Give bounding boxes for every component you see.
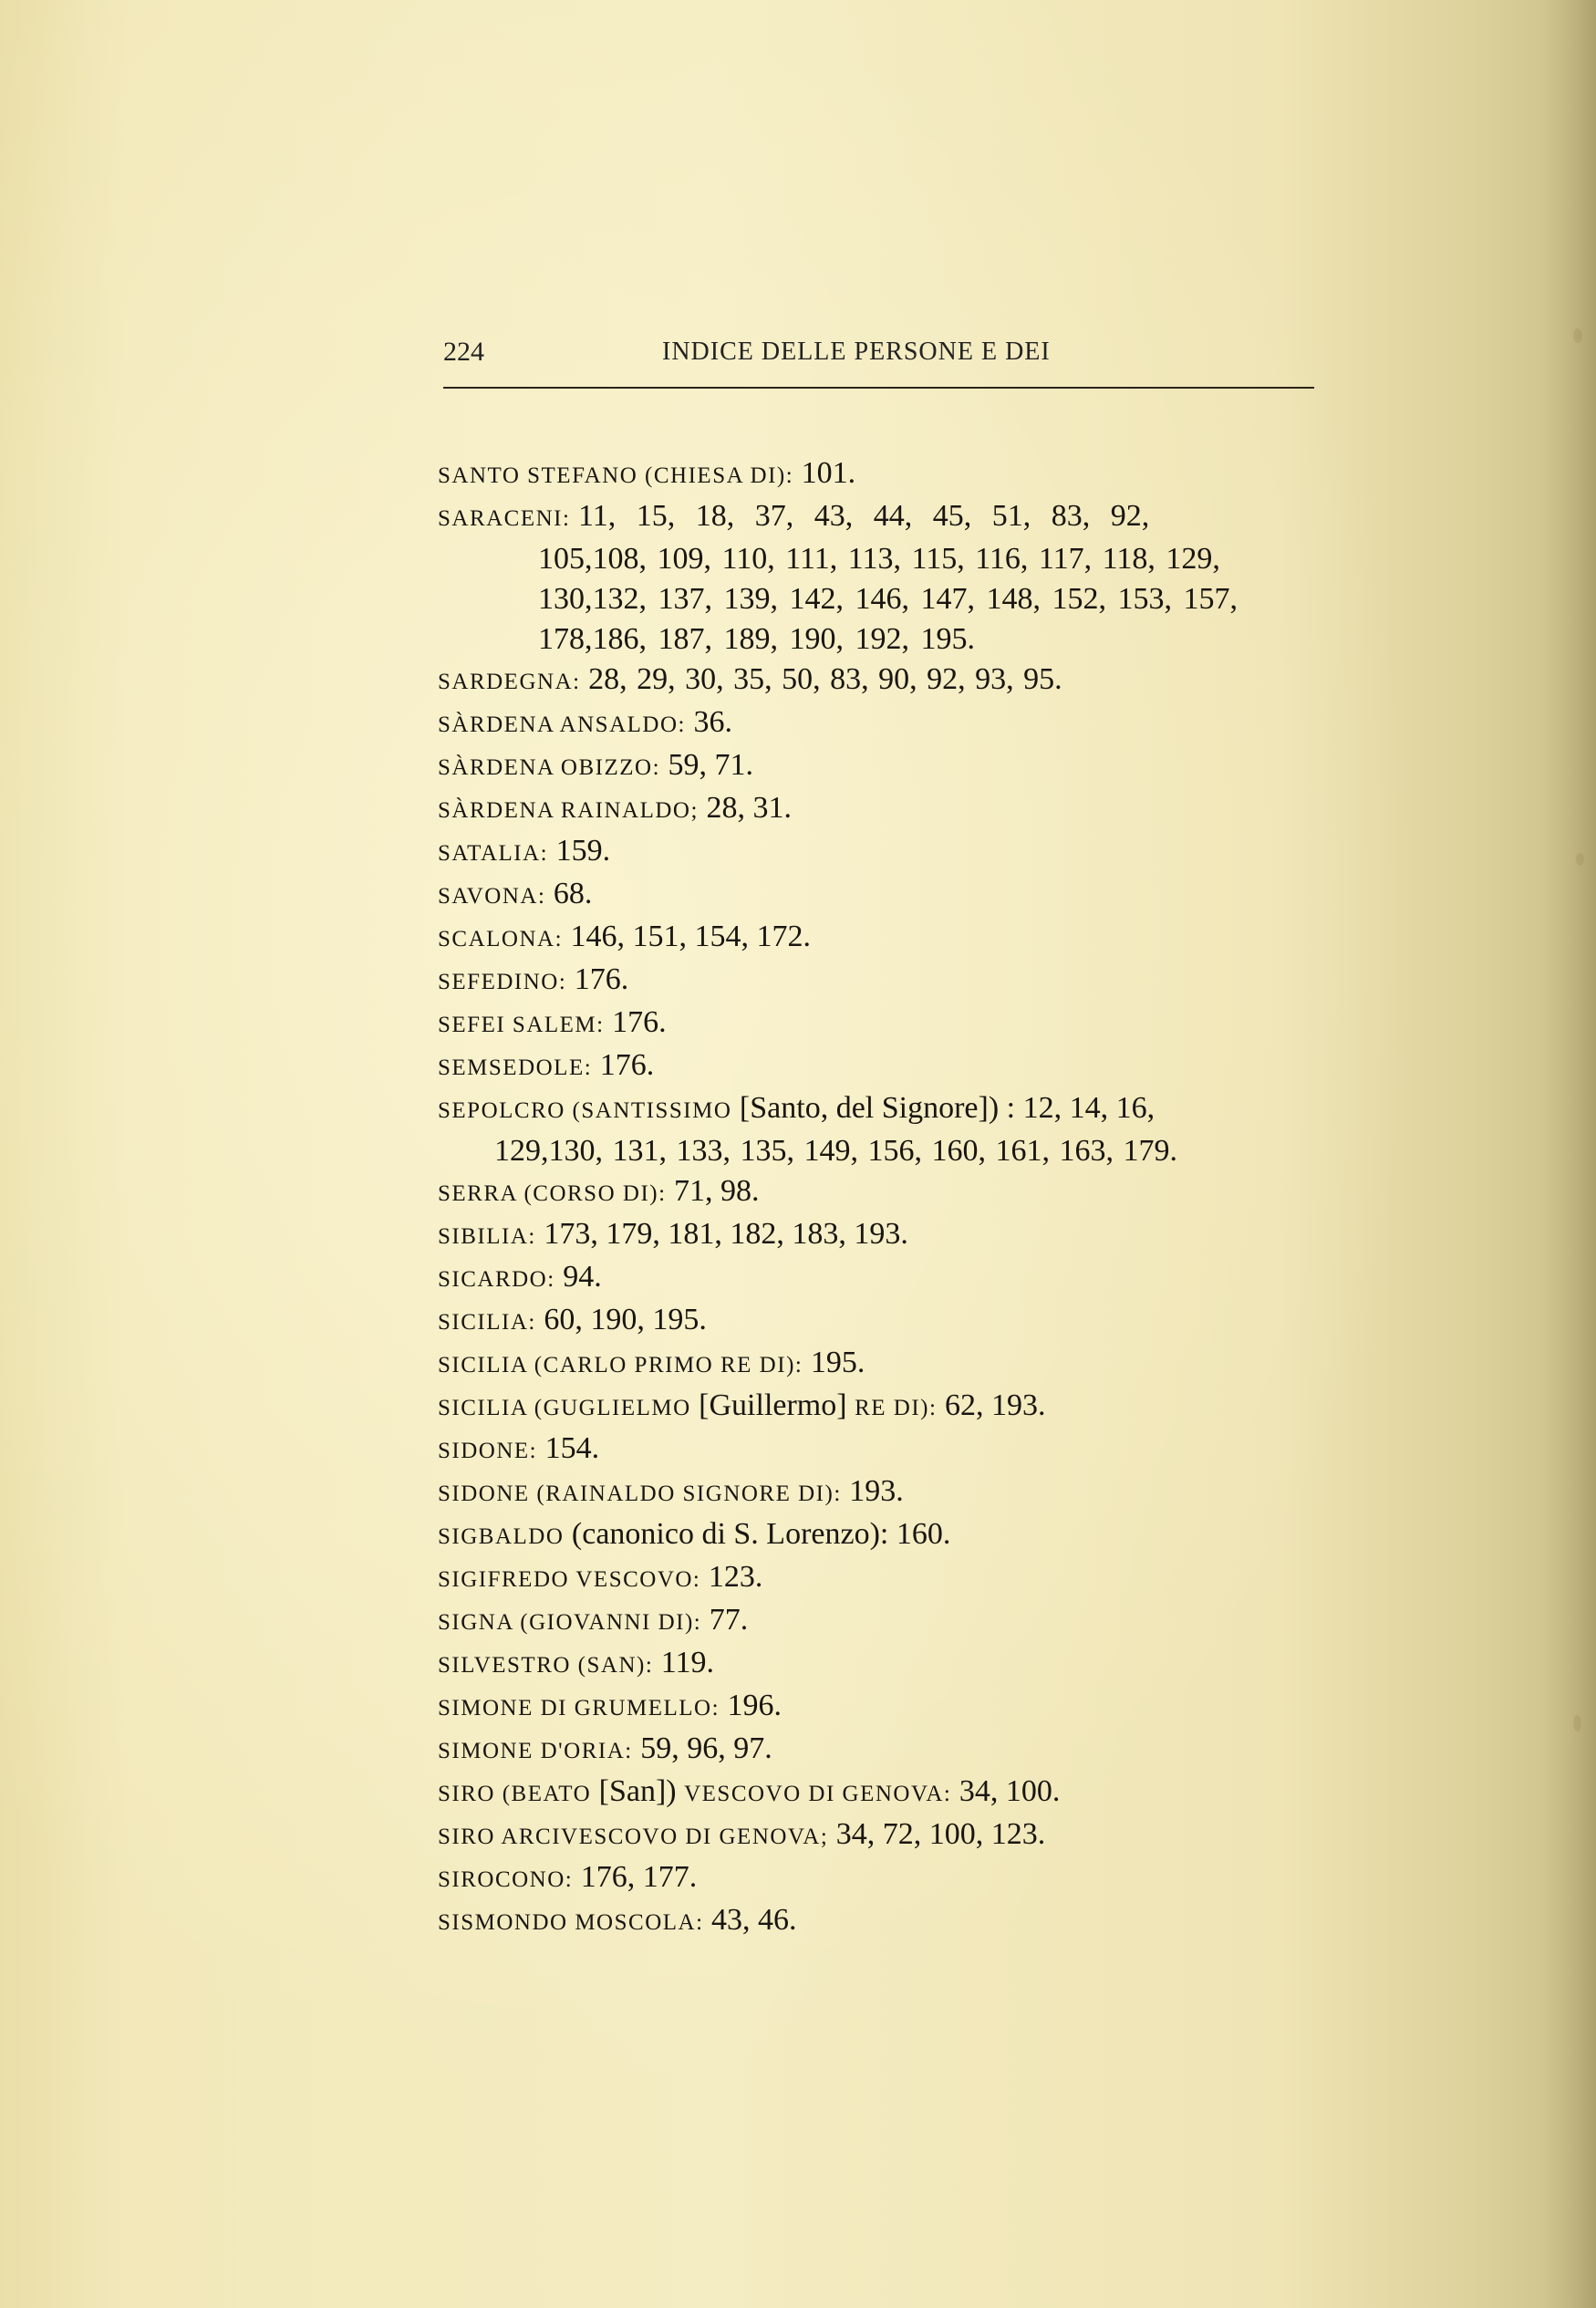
index-entry: SICILIA: 60, 190, 195. <box>438 1303 707 1336</box>
index-entry-continuation: 178,186, 187, 189, 190, 192, 195. <box>538 622 975 656</box>
index-entry: SIBILIA: 173, 179, 181, 182, 183, 193. <box>438 1217 908 1251</box>
index-entry: SEMSEDOLE: 176. <box>438 1048 655 1082</box>
index-entry: SIMONE DI GRUMELLO: 196. <box>438 1689 782 1722</box>
index-entry: SICARDO: 94. <box>438 1260 602 1294</box>
index-entry: SIDONE (RAINALDO SIGNORE DI): 193. <box>438 1474 904 1508</box>
index-entry: SICILIA (GUGLIELMO [Guillermo] RE DI): 62, 193. <box>438 1388 1046 1422</box>
index-entry: SÀRDENA ANSALDO: 36. <box>438 705 732 739</box>
paper-speck <box>1573 1715 1581 1731</box>
page-number: 224 <box>443 337 484 367</box>
index-entry: SIGIFREDO VESCOVO: 123. <box>438 1560 763 1594</box>
index-entry: SIRO (BEATO [San]) VESCOVO DI GENOVA: 34, 100. <box>438 1774 1061 1808</box>
index-entry: SIGBALDO (canonico di S. Lorenzo): 160. <box>438 1517 951 1551</box>
index-entry: SIROCONO: 176, 177. <box>438 1860 698 1894</box>
running-title: INDICE DELLE PERSONE E DEI <box>662 338 1051 366</box>
index-entries <box>438 453 1318 1943</box>
index-entry: SATALIA: 159. <box>438 834 611 868</box>
paper-speck <box>1576 853 1584 866</box>
page-edge-shadow <box>1541 0 1596 2308</box>
index-entry: SÀRDENA RAINALDO; 28, 31. <box>438 791 792 825</box>
index-entry: SIRO ARCIVESCOVO DI GENOVA; 34, 72, 100, 123. <box>438 1817 1046 1851</box>
index-entry: SILVESTRO (SAN): 119. <box>438 1646 715 1679</box>
index-entry: SICILIA (CARLO PRIMO RE DI): 195. <box>438 1346 865 1379</box>
index-entry: SEFEDINO: 176. <box>438 962 629 996</box>
index-entry: SARDEGNA: 28, 29, 30, 35, 50, 83, 90, 92, 93, 95. <box>438 662 1062 696</box>
index-entry: SARACENI: 11, 15, 18, 37, 43, 44, 45, 51, 83, 92, <box>438 499 1150 533</box>
index-entry-continuation: 129,130, 131, 133, 135, 149, 156, 160, 161, 163, 179. <box>494 1134 1177 1168</box>
index-entry-continuation: 105,108, 109, 110, 111, 113, 115, 116, 117, 118, 129, <box>538 542 1220 576</box>
index-entry-continuation: 130,132, 137, 139, 142, 146, 147, 148, 152, 153, 157, <box>538 582 1238 616</box>
index-entry: SISMONDO MOSCOLA: 43, 46. <box>438 1903 797 1937</box>
page-header <box>443 336 1314 389</box>
index-entry: SEFEI SALEM: 176. <box>438 1005 667 1039</box>
index-entry: SANTO STEFANO (CHIESA DI): 101. <box>438 456 856 490</box>
index-entry: SÀRDENA OBIZZO: 59, 71. <box>438 748 754 782</box>
index-entry: SEPOLCRO (SANTISSIMO [Santo, del Signore]) : 12, 14, 16, <box>438 1091 1156 1125</box>
index-entry: SERRA (CORSO DI): 71, 98. <box>438 1174 760 1208</box>
index-entry: SAVONA: 68. <box>438 877 593 910</box>
paper-speck <box>1573 328 1582 343</box>
index-entry: SCALONA: 146, 151, 154, 172. <box>438 920 812 953</box>
index-entry: SIDONE: 154. <box>438 1431 600 1465</box>
index-entry: SIMONE D'ORIA: 59, 96, 97. <box>438 1731 772 1765</box>
index-entry: SIGNA (GIOVANNI DI): 77. <box>438 1603 749 1637</box>
